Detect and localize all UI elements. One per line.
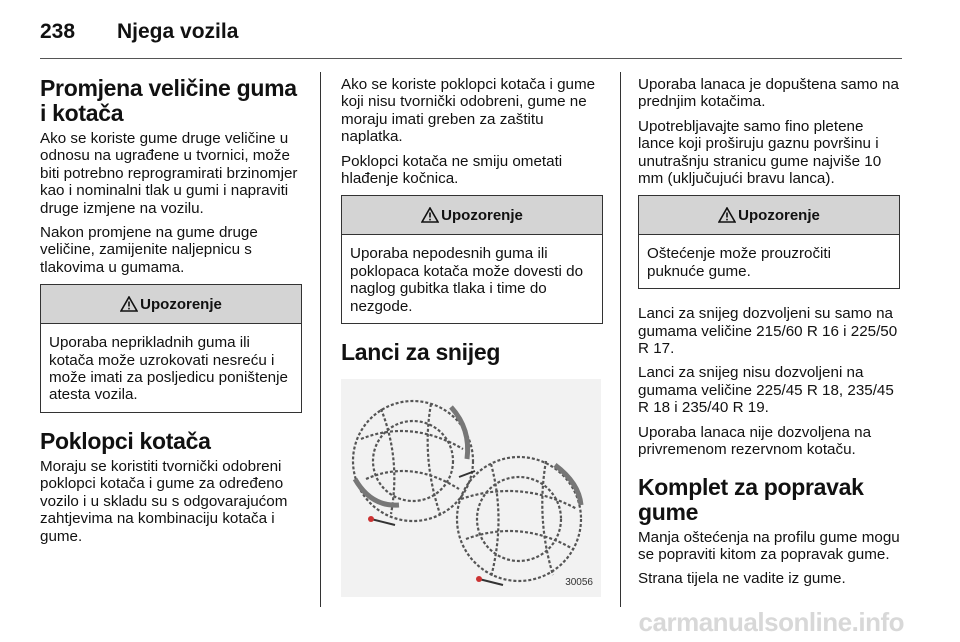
column-left xyxy=(40,76,302,552)
page-number: 238 xyxy=(40,20,76,43)
column-middle xyxy=(341,76,603,597)
warning-triangle-icon xyxy=(120,296,138,312)
section-heading-tyre-size: Promjena veličine guma i kotača xyxy=(40,75,297,126)
paragraph: Poklopci kotača ne smiju ometati hlađenje kočnica. xyxy=(341,152,563,188)
warning-triangle-icon xyxy=(421,207,439,223)
paragraph: Uporaba lanaca nije dozvoljena na privremenom rezervnom kotaču. xyxy=(638,423,872,459)
warning-title: Upozorenje xyxy=(738,206,820,224)
warning-header xyxy=(639,196,899,235)
warning-triangle-icon xyxy=(718,207,736,223)
paragraph: Manja oštećenja na profilu gume mogu se popraviti kitom za popravak gume. xyxy=(638,528,900,563)
paragraph: Moraju se koristiti tvornički odobreni poklopci kotača i gume za određeno vozilo i u skladu su s odgovarajućom zahtjevima na kombinaciju kotača i gume. xyxy=(40,457,288,545)
warning-title: Upozorenje xyxy=(140,295,222,313)
section-heading-repair-kit: Komplet za popravak gume xyxy=(638,473,864,525)
warning-title: Upozorenje xyxy=(441,206,523,224)
page-header-title: Njega vozila xyxy=(117,20,239,43)
warning-text: Uporaba neprikladnih guma ili kotača može uzrokovati nesreću i može imati za posljedicu poništenje atesta vozila. xyxy=(49,334,288,404)
paragraph: Upotrebljavajte samo fino pletene lance koji proširuju gaznu površinu i unutrašnju stranicu gume najviše 10 mm (uključujući bravu lanca). xyxy=(638,117,882,188)
paragraph: Ako se koriste poklopci kotača i gume koji nisu tvornički odobreni, gume ne moraju imati greben za zaštitu naplatka. xyxy=(341,76,596,146)
paragraph: Lanci za snijeg nisu dozvoljeni na gumama veličine 225/45 R 18, 235/45 R 18 i 235/40 R 19. xyxy=(638,364,894,417)
warning-box xyxy=(40,284,302,413)
column-right xyxy=(638,76,900,595)
column-divider xyxy=(620,72,621,607)
warning-box xyxy=(341,195,603,324)
paragraph: Strana tijela ne vadite iz gume. xyxy=(638,570,846,588)
paragraph: Lanci za snijeg dozvoljeni su samo na gumama veličine 215/60 R 16 i 225/50 R 17. xyxy=(638,305,898,358)
paragraph: Ako se koriste gume druge veličine u odnosu na ugrađene u tvornici, može biti potrebno reprogramirati brzinomjer kao i nominalni tlak u gumi i napraviti druge izmjene na vozilu. xyxy=(40,130,298,217)
column-divider xyxy=(320,72,321,607)
figure-code: 30056 xyxy=(565,576,593,588)
section-heading-snow-chains: Lanci za snijeg xyxy=(341,339,501,366)
snow-chains-illustration xyxy=(341,379,601,597)
paragraph: Uporaba lanaca je dopuštena samo na prednjim kotačima. xyxy=(638,76,899,111)
snow-chain-icon xyxy=(341,379,601,597)
section-heading-wheel-covers: Poklopci kotača xyxy=(40,427,211,454)
warning-box xyxy=(638,195,900,289)
watermark: carmanualsonline.info xyxy=(638,607,904,637)
warning-header xyxy=(41,285,301,324)
warning-text: Uporaba nepodesnih guma ili poklopaca kotača može dovesti do naglog gubitka tlaka i time do nezgode. xyxy=(350,245,584,315)
warning-header xyxy=(342,196,602,235)
warning-text: Oštećenje može prouzročiti puknuće gume. xyxy=(647,245,832,280)
paragraph: Nakon promjene na gume druge veličine, zamijenite naljepnicu s tlakovima u gumama. xyxy=(40,224,258,276)
header-rule xyxy=(40,58,902,59)
